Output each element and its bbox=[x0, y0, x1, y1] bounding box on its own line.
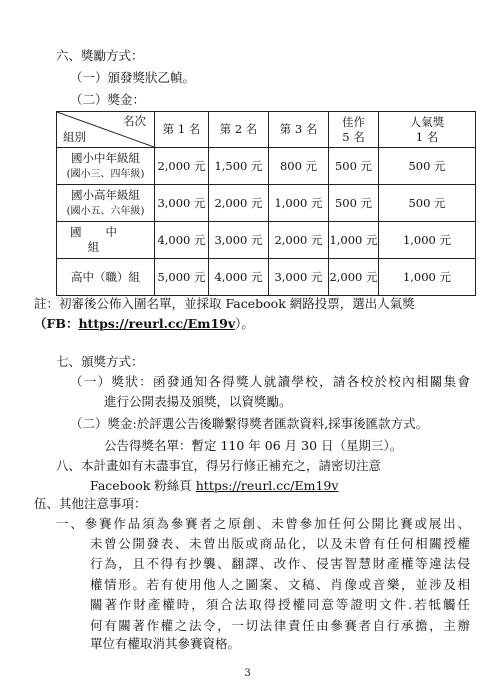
group-sub: (國小五、六年級) bbox=[66, 205, 145, 217]
section7-item1 bbox=[70, 372, 470, 392]
group-name: 高中（職）組 bbox=[71, 269, 140, 284]
section6-item1: （一）頒發獎狀乙幀。 bbox=[70, 70, 196, 85]
value-cell: 5,000 元 bbox=[155, 259, 209, 296]
section8-line2 bbox=[90, 478, 338, 494]
group-cell bbox=[57, 185, 155, 222]
header-second: 第 2 名 bbox=[209, 112, 269, 148]
header-first: 第 1 名 bbox=[155, 112, 209, 148]
value-cell: 1,000 元 bbox=[269, 185, 329, 222]
note-line2 bbox=[34, 316, 254, 332]
section5-line: 一、參賽作品須為參賽者之原創、未曾參加任何公開比賽或展出、 bbox=[56, 516, 470, 531]
header-popular bbox=[379, 112, 476, 148]
section5-line: 關著作財產權時，須合法取得授權同意等證明文件.若牴觸任 bbox=[90, 597, 470, 613]
section5-line: 未曾公開發表、未曾出版或商品化，以及未曾有任何相關授權 bbox=[90, 536, 470, 551]
corner-rank-label: 名次 bbox=[123, 114, 146, 128]
value-cell: 3,000 元 bbox=[269, 259, 329, 296]
header-merit-line1: 佳作 bbox=[342, 114, 365, 129]
section5-item1 bbox=[56, 514, 470, 534]
table-row bbox=[57, 148, 476, 185]
value-cell: 2,000 元 bbox=[209, 185, 269, 222]
table-row bbox=[57, 185, 476, 222]
section8-facebook-link[interactable]: https://reurl.cc/Em19v bbox=[195, 478, 339, 493]
value-cell: 4,000 元 bbox=[209, 259, 269, 296]
value-cell: 500 元 bbox=[329, 148, 379, 185]
value-cell: 4,000 元 bbox=[155, 222, 209, 259]
section5-line: 行為，且不得有抄襲、翻譯、改作、侵害智慧財產權等違法侵 bbox=[90, 556, 470, 572]
section5-heading: 伍、其他注意事項： bbox=[34, 496, 147, 511]
note-prefix: （FB： bbox=[34, 316, 79, 331]
group-cell bbox=[57, 148, 155, 185]
group-name: 國小中年級組 bbox=[71, 150, 140, 165]
section6-heading: 六、獎勵方式： bbox=[56, 48, 144, 63]
section5-line: 權情形。若有使用他人之圖案、文稿、肖像或音樂，並涉及相 bbox=[90, 576, 470, 592]
group-name: 國小高年級組 bbox=[71, 187, 140, 202]
section8-line1: 八、本計畫如有未盡事宜，得另行修正補充之，請密切注意 bbox=[56, 458, 382, 473]
value-cell: 1,500 元 bbox=[209, 148, 269, 185]
section6-item2: （二）獎金： bbox=[70, 92, 146, 107]
group-cell bbox=[57, 259, 155, 296]
section7-item1-line1: （一）獎狀：函發通知各得獎人就讀學校，請各校於校內相關集會 bbox=[70, 374, 470, 389]
header-popular-line1: 人氣獎 bbox=[409, 114, 445, 129]
section8-prefix: Facebook 粉絲頁 bbox=[90, 478, 196, 493]
value-cell: 800 元 bbox=[269, 148, 329, 185]
section7-item1-line2: 進行公開表揚及頒獎，以資獎勵。 bbox=[104, 394, 292, 409]
value-cell: 1,000 元 bbox=[329, 222, 379, 259]
value-cell: 1,000 元 bbox=[379, 259, 476, 296]
section5-line: 何有關著作權之法令，一切法律責任由參賽者自行承擔，主辦 bbox=[90, 617, 470, 633]
header-merit-line2: 5 名 bbox=[342, 129, 365, 144]
prize-table bbox=[56, 111, 476, 296]
value-cell: 2,000 元 bbox=[269, 222, 329, 259]
note-suffix: ）。 bbox=[235, 316, 254, 331]
section7-heading: 七、頒獎方式： bbox=[56, 354, 144, 369]
value-cell: 2,000 元 bbox=[155, 148, 209, 185]
value-cell: 500 元 bbox=[329, 185, 379, 222]
table-header-row bbox=[57, 112, 476, 148]
table-row bbox=[57, 259, 476, 296]
group-cell bbox=[57, 222, 155, 259]
page-number: 3 bbox=[244, 668, 251, 679]
section7-item2-line1: （二）獎金:於評選公告後聯繫得獎者匯款資料,採事後匯款方式。 bbox=[70, 416, 429, 431]
table-corner-cell bbox=[57, 112, 155, 148]
header-popular-line2: 1 名 bbox=[415, 129, 439, 144]
header-merit bbox=[329, 112, 379, 148]
value-cell: 3,000 元 bbox=[209, 222, 269, 259]
group-sub: (國小三、四年級) bbox=[66, 168, 145, 180]
value-cell: 2,000 元 bbox=[329, 259, 379, 296]
section5-item1-body bbox=[90, 534, 470, 636]
header-third: 第 3 名 bbox=[269, 112, 329, 148]
value-cell: 1,000 元 bbox=[379, 222, 476, 259]
note-facebook-link[interactable]: https://reurl.cc/Em19v bbox=[78, 316, 236, 331]
value-cell: 3,000 元 bbox=[155, 185, 209, 222]
table-row bbox=[57, 222, 476, 259]
section7-item2-line2: 公告得獎名單：暫定 110 年 06 月 30 日（星期三）。 bbox=[104, 438, 403, 453]
value-cell: 500 元 bbox=[379, 148, 476, 185]
group-name: 國中組 bbox=[70, 225, 141, 254]
note-line1: 註：初審後公佈入圍名單，並採取 Facebook 網路投票，選出人氣獎 bbox=[34, 296, 415, 311]
section5-line-last: 單位有權取消其參賽資格。 bbox=[90, 636, 241, 651]
corner-group-label: 組別 bbox=[63, 130, 86, 144]
value-cell: 500 元 bbox=[379, 185, 476, 222]
